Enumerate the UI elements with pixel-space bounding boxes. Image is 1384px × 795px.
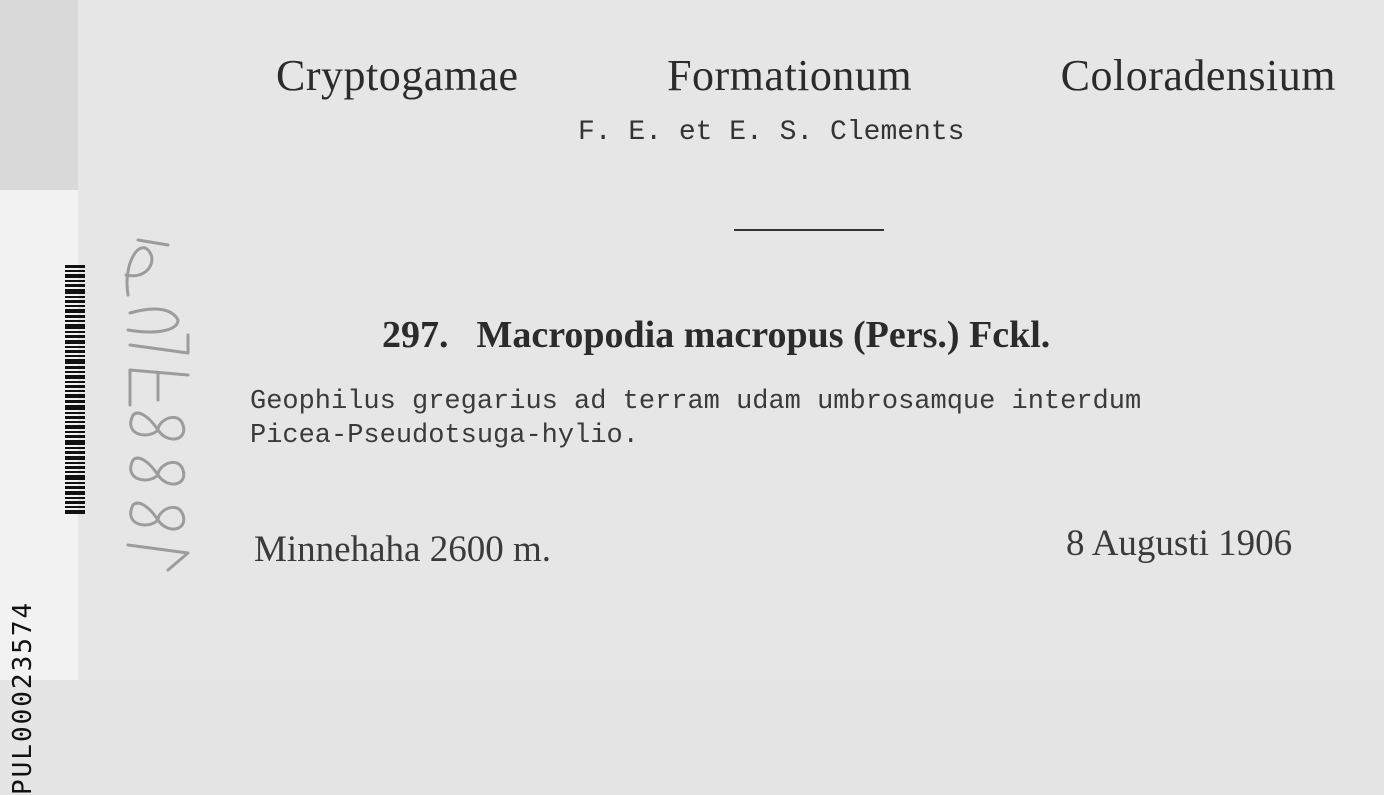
barcode-bar bbox=[65, 451, 85, 454]
collection-date: 8 Augusti 1906 bbox=[1066, 523, 1293, 564]
barcode-bar bbox=[65, 394, 85, 398]
barcode-bar bbox=[65, 359, 85, 364]
barcode-bar bbox=[65, 501, 85, 504]
specimen-number: 297. bbox=[382, 314, 449, 356]
species-line bbox=[382, 313, 1050, 357]
barcode-bar bbox=[65, 510, 85, 514]
barcode-bar bbox=[65, 315, 85, 318]
barcode-bar bbox=[65, 305, 85, 307]
barcode-bar bbox=[65, 371, 85, 373]
barcode-bar bbox=[65, 412, 85, 414]
barcode-bar bbox=[65, 390, 85, 392]
barcode-bar bbox=[65, 425, 85, 429]
barcode-bar bbox=[65, 381, 85, 383]
barcode-bar bbox=[65, 440, 85, 445]
barcode-bar bbox=[65, 400, 85, 403]
barcode-bar bbox=[65, 350, 85, 353]
barcode-number: PUL00023574 bbox=[8, 600, 38, 795]
handwritten-annotation bbox=[118, 235, 198, 575]
barcode-bar bbox=[65, 265, 85, 268]
barcode-bar bbox=[65, 274, 85, 278]
barcode-bar bbox=[65, 506, 85, 508]
barcode-bar bbox=[65, 431, 85, 433]
description-line: Picea-Pseudotsuga-hylio. bbox=[250, 421, 639, 451]
barcode-bar bbox=[65, 280, 85, 282]
title-word: Formationum bbox=[667, 51, 913, 100]
barcode-bar bbox=[65, 335, 85, 338]
divider-rule bbox=[734, 229, 884, 231]
barcode-bar bbox=[65, 466, 85, 469]
habitat-description bbox=[250, 385, 1141, 453]
title-word: Coloradensium bbox=[1060, 51, 1336, 100]
barcode-bar bbox=[65, 497, 85, 499]
barcode-bar bbox=[65, 491, 85, 495]
description-line: Geophilus gregarius ad terram udam umbrosamque interdum bbox=[250, 387, 1142, 417]
barcode-bar bbox=[65, 375, 85, 379]
barcode-bar bbox=[65, 475, 85, 480]
barcode-bar bbox=[65, 462, 85, 464]
barcode-bar bbox=[65, 435, 85, 438]
barcode-bar bbox=[65, 471, 85, 473]
barcode-bar bbox=[65, 405, 85, 410]
barcode-bar bbox=[65, 482, 85, 484]
barcode-bar bbox=[65, 309, 85, 313]
barcode bbox=[65, 265, 85, 660]
barcode-bar bbox=[65, 270, 85, 272]
barcode-bar bbox=[65, 331, 85, 333]
background-strip-top bbox=[0, 0, 78, 190]
barcode-bar bbox=[65, 421, 85, 423]
barcode-bar bbox=[65, 416, 85, 419]
species-name: Macropodia macropus (Pers.) Fckl. bbox=[476, 314, 1051, 356]
barcode-bar bbox=[65, 355, 85, 357]
barcode-bar bbox=[65, 366, 85, 369]
title-word: Cryptogamae bbox=[276, 51, 519, 100]
barcode-bar bbox=[65, 324, 85, 329]
barcode-bar bbox=[65, 385, 85, 388]
barcode-bar bbox=[65, 284, 85, 287]
barcode-bar bbox=[65, 300, 85, 303]
barcode-bar bbox=[65, 320, 85, 322]
barcode-bar bbox=[65, 456, 85, 460]
barcode-bar bbox=[65, 296, 85, 298]
barcode-bar bbox=[65, 447, 85, 449]
barcode-bar bbox=[65, 346, 85, 348]
collection-title bbox=[276, 50, 1336, 101]
barcode-bar bbox=[65, 486, 85, 489]
barcode-bar bbox=[65, 289, 85, 294]
barcode-bar bbox=[65, 340, 85, 344]
collectors: F. E. et E. S. Clements bbox=[578, 117, 965, 148]
locality: Minnehaha 2600 m. bbox=[254, 529, 551, 570]
